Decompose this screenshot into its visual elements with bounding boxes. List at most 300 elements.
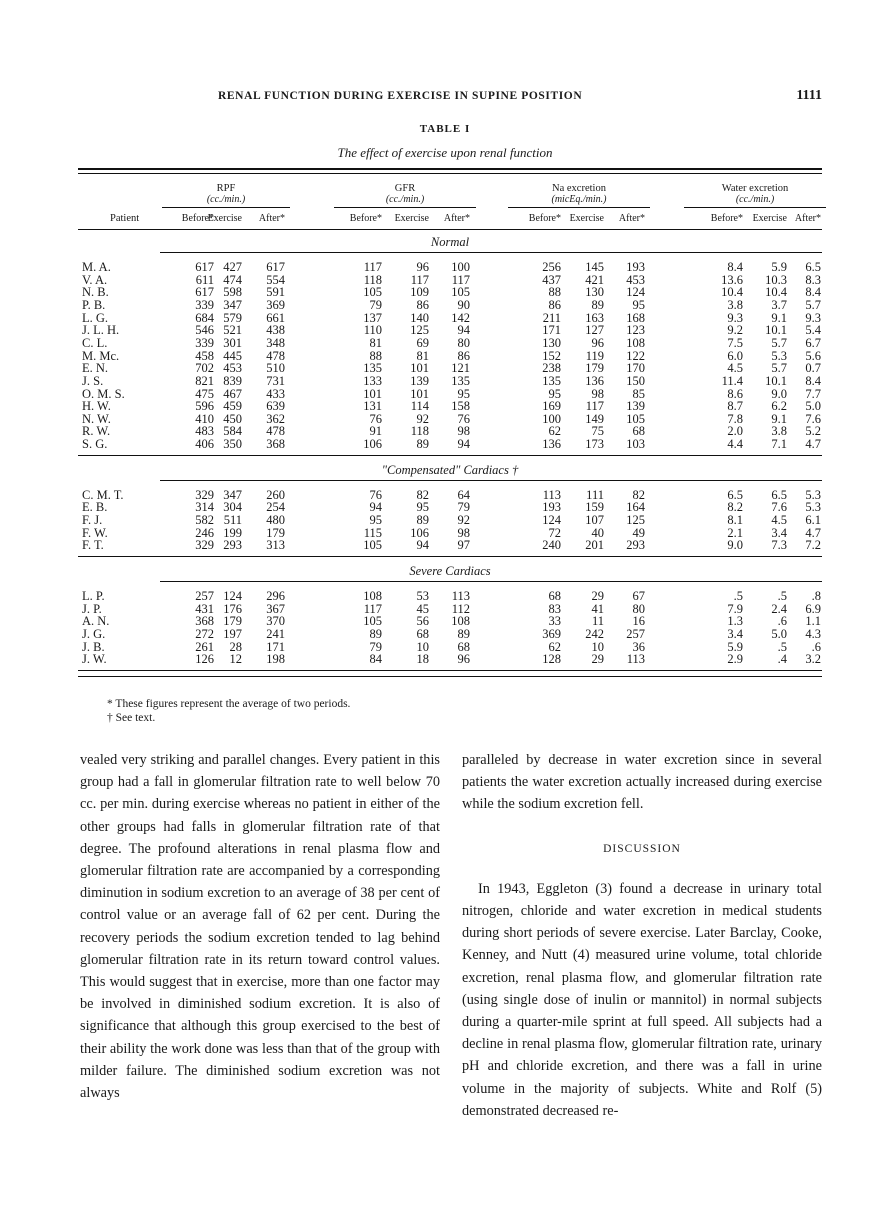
table-cell: 8.6 [727, 386, 743, 401]
table-cell: 83 [548, 601, 561, 616]
table-cell: 5.0 [805, 399, 821, 414]
table-cell: 5.9 [727, 639, 743, 654]
column-header: Before* [349, 213, 382, 224]
table-cell: 10 [591, 639, 604, 654]
table-row [78, 628, 822, 640]
table-cell: 41 [591, 601, 604, 616]
table-cell: 86 [457, 348, 470, 363]
table-cell: 199 [223, 525, 242, 540]
section-title: "Compensated" Cardiacs † [381, 462, 519, 477]
table-cell: 117 [410, 272, 429, 287]
section-title: Normal [430, 235, 470, 249]
table-cell: 130 [585, 285, 604, 300]
table-cell: 105 [363, 285, 382, 300]
table-cell: 98 [457, 525, 470, 540]
table-cell: 437 [542, 272, 561, 287]
table-cell: 2.0 [727, 424, 743, 439]
header-rule [78, 229, 822, 230]
table-cell: 314 [195, 500, 214, 515]
table-cell: 427 [223, 260, 242, 274]
table-cell: 238 [542, 361, 561, 376]
column-header: After* [443, 213, 470, 224]
table-row [78, 615, 822, 627]
table-row [78, 400, 822, 412]
table-cell: 81 [369, 335, 382, 350]
table-cell: 29 [591, 652, 604, 667]
table-cell: 149 [585, 411, 604, 426]
table-cell: 4.4 [727, 437, 743, 452]
table-cell: 546 [195, 323, 214, 338]
table-cell: 2.4 [771, 601, 787, 616]
table-cell: 10.1 [765, 323, 787, 338]
table-cell: 136 [542, 437, 561, 452]
footnote-dagger: † See text. [107, 712, 156, 724]
table-cell: 467 [223, 386, 242, 401]
table-cell: 88 [548, 285, 561, 300]
table-caption: The effect of exercise upon renal function [337, 145, 553, 160]
group-unit: (cc./min.) [735, 194, 775, 205]
patient-name: A. N. [82, 614, 110, 629]
table-cell: 97 [457, 538, 470, 553]
group-title: Na excretion [552, 183, 606, 194]
table-row [78, 324, 822, 336]
group-unit: (cc./min.) [385, 194, 425, 205]
table-cell: 478 [266, 348, 285, 363]
section-end-rule [78, 670, 822, 671]
table-cell: 105 [451, 285, 470, 300]
table-cell: 124 [223, 589, 242, 603]
table-cell: 125 [626, 513, 645, 528]
page-header [78, 88, 822, 106]
table-cell: 76 [457, 411, 470, 426]
table-cell: 95 [369, 513, 382, 528]
table-cell: 10 [416, 639, 429, 654]
table-cell: 368 [195, 614, 214, 629]
table-cell: 211 [542, 310, 561, 325]
table-cell: 6.9 [805, 601, 821, 616]
patient-name: S. G. [82, 437, 108, 452]
table-row [78, 299, 822, 311]
table-cell: 511 [223, 513, 242, 528]
table-cell: 179 [223, 614, 242, 629]
table-cell: 179 [585, 361, 604, 376]
table-cell: 105 [363, 538, 382, 553]
table-cell: 347 [223, 487, 242, 502]
table-cell: 150 [626, 373, 645, 388]
table-row [78, 337, 822, 349]
table-cell: .6 [811, 639, 821, 654]
patient-name: O. M. S. [82, 386, 125, 401]
table-cell: 9.1 [771, 310, 787, 325]
table-cell: 6.2 [771, 399, 787, 414]
table-cell: 596 [195, 399, 214, 414]
table-cell: 301 [223, 335, 242, 350]
table-cell: 164 [626, 500, 645, 515]
table-cell: 136 [585, 373, 604, 388]
table-cell: 453 [626, 272, 645, 287]
table-row [78, 603, 822, 615]
patient-name: L. P. [82, 589, 105, 603]
table-cell: 117 [363, 260, 382, 274]
table-cell: 10.3 [765, 272, 787, 287]
table-cell: .6 [777, 614, 787, 629]
table-cell: 94 [457, 437, 470, 452]
table-cell: 101 [363, 386, 382, 401]
table-cell: 100 [542, 411, 561, 426]
table-cell: 293 [626, 538, 645, 553]
table-cell: 118 [410, 424, 429, 439]
group-header [162, 183, 290, 205]
section-rule [160, 480, 822, 481]
column-header: After* [258, 213, 285, 224]
table-cell: .5 [777, 589, 787, 603]
table-cell: 9.0 [771, 386, 787, 401]
patient-name: J. G. [82, 626, 106, 641]
table-cell: 11 [591, 614, 604, 629]
table-cell: 2.1 [727, 525, 743, 540]
table-cell: .4 [777, 652, 787, 667]
table-cell: 62 [548, 639, 561, 654]
table-cell: 438 [266, 323, 285, 338]
table-cell: 121 [451, 361, 470, 376]
table-top-rule-thin [78, 173, 822, 174]
table-cell: 68 [632, 424, 645, 439]
table-cell: 114 [410, 399, 429, 414]
table-cell: 8.4 [805, 285, 821, 300]
table-row [78, 286, 822, 298]
table-cell: 261 [195, 639, 214, 654]
table-cell: 89 [457, 626, 470, 641]
table-cell: 113 [542, 487, 561, 502]
table-cell: 40 [591, 525, 604, 540]
table-cell: 118 [363, 272, 382, 287]
group-header [508, 183, 650, 205]
table-row [78, 312, 822, 324]
table-cell: 598 [223, 285, 242, 300]
table-cell: 122 [626, 348, 645, 363]
table-cell: 3.4 [727, 626, 743, 641]
table-cell: 617 [195, 260, 214, 274]
table-cell: 139 [410, 373, 429, 388]
patient-name: N. W. [82, 411, 111, 426]
patient-name: E. N. [82, 361, 109, 376]
table-cell: 105 [363, 614, 382, 629]
table-cell: 152 [542, 348, 561, 363]
table-cell: 53 [416, 589, 429, 603]
table-cell: 18 [416, 652, 429, 667]
table-cell: 272 [195, 626, 214, 641]
table-cell: 76 [369, 487, 382, 502]
table-cell: 4.7 [805, 525, 821, 540]
table-bottom-rule [78, 676, 822, 677]
table-cell: 123 [626, 323, 645, 338]
table-cell: 76 [369, 411, 382, 426]
table-cell: 91 [369, 424, 382, 439]
table-cell: 5.7 [771, 335, 787, 350]
patient-name: N. B. [82, 285, 109, 300]
table-cell: 89 [416, 437, 429, 452]
table-row [78, 653, 822, 665]
table-cell: 9.2 [727, 323, 743, 338]
table-cell: 72 [548, 525, 561, 540]
table-cell: 339 [195, 335, 214, 350]
table-cell: 554 [266, 272, 285, 287]
table-cell: 11.4 [721, 373, 743, 388]
table-cell: 3.8 [727, 297, 743, 312]
table-row [78, 425, 822, 437]
table-cell: 45 [416, 601, 429, 616]
table-cell: 94 [457, 323, 470, 338]
table-cell: 115 [363, 525, 382, 540]
group-unit: (micEq./min.) [551, 194, 607, 205]
table-cell: 106 [363, 437, 382, 452]
table-row [78, 514, 822, 526]
table-cell: 89 [369, 626, 382, 641]
table-cell: 5.0 [771, 626, 787, 641]
table-cell: 133 [363, 373, 382, 388]
table-cell: 158 [451, 399, 470, 414]
table-cell: 105 [626, 411, 645, 426]
table-cell: 9.0 [727, 538, 743, 553]
table-cell: 458 [195, 348, 214, 363]
table-cell: 839 [223, 373, 242, 388]
table-cell: 293 [223, 538, 242, 553]
table-cell: 108 [626, 335, 645, 350]
table-cell: 95 [632, 297, 645, 312]
table-cell: 125 [410, 323, 429, 338]
paragraph-right-1: paralleled by decrease in water excretion since in several patients the water excretion actually increased during exercise while the sodium excretion fell. [462, 752, 822, 813]
table-cell: 29 [591, 589, 604, 603]
patient-name: C. M. T. [82, 487, 124, 502]
section-title: Severe Cardiacs [409, 564, 491, 578]
table-cell: 6.1 [805, 513, 821, 528]
table-cell: 36 [632, 639, 645, 654]
table-cell: 198 [266, 652, 285, 667]
table-cell: 702 [195, 361, 214, 376]
table-cell: 9.1 [771, 411, 787, 426]
patient-name: P. B. [82, 297, 106, 312]
table-top-rule [78, 168, 822, 170]
table-cell: 95 [416, 500, 429, 515]
column-header: Exercise [207, 213, 242, 224]
table-cell: 256 [542, 260, 561, 274]
table-cell: 7.6 [771, 500, 787, 515]
table-cell: 7.1 [771, 437, 787, 452]
patient-name: E. B. [82, 500, 108, 515]
table-cell: 6.5 [727, 487, 743, 502]
table-cell: 445 [223, 348, 242, 363]
group-underline [162, 207, 290, 208]
table-cell: 98 [457, 424, 470, 439]
patient-name: F. J. [82, 513, 103, 528]
table-cell: 821 [195, 373, 214, 388]
table-cell: 96 [416, 260, 429, 274]
table-cell: 8.7 [727, 399, 743, 414]
patient-name: J. P. [82, 601, 102, 616]
table-cell: 110 [363, 323, 382, 338]
group-title: GFR [394, 183, 416, 194]
table-cell: 163 [585, 310, 604, 325]
table-cell: 171 [266, 639, 285, 654]
column-header: Before* [710, 213, 743, 224]
table-cell: 369 [266, 297, 285, 312]
page-number: 1111 [796, 88, 822, 103]
table-cell: 431 [195, 601, 214, 616]
group-header [334, 183, 476, 205]
table-cell: 406 [195, 437, 214, 452]
table-cell: 68 [457, 639, 470, 654]
table-cell: 117 [363, 601, 382, 616]
table-cell: 7.3 [771, 538, 787, 553]
table-cell: 98 [591, 386, 604, 401]
patient-name: F. W. [82, 525, 108, 540]
section-end-rule [78, 556, 822, 557]
table-cell: 100 [451, 260, 470, 274]
table-cell: 81 [416, 348, 429, 363]
table-cell: 410 [195, 411, 214, 426]
table-cell: 170 [626, 361, 645, 376]
table-row [78, 388, 822, 400]
table-cell: 139 [626, 399, 645, 414]
table-cell: 5.9 [771, 260, 787, 274]
group-header [684, 183, 826, 205]
table-cell: 7.5 [727, 335, 743, 350]
table-cell: 193 [542, 500, 561, 515]
table-cell: 137 [363, 310, 382, 325]
table-cell: 242 [585, 626, 604, 641]
patient-header: Patient [110, 213, 140, 224]
column-header: Exercise [752, 213, 787, 224]
table-cell: 197 [223, 626, 242, 641]
table-row [78, 590, 822, 602]
table-cell: 478 [266, 424, 285, 439]
table-cell: 639 [266, 399, 285, 414]
table-row [78, 539, 822, 551]
table-cell: 7.2 [805, 538, 821, 553]
patient-name: F. T. [82, 538, 104, 553]
paragraph-right-2: In 1943, Eggleton (3) found a decrease in urinary total nitrogen, chloride and water excretion in medical students during short periods of severe exercise. Later Barclay, Cooke, Kenney, and Nutt (4) measured urine volume, total chloride excretion, renal plasma flow, and glomerular filtration rate (using single dose of inulin or mannitol) in normal subjects during a quarter-mile sprint at full speed. All subjects had a decline in renal plasma flow, glomerular filtration rate, urinary pH and chloride excretion, and there was a fall in urine volume in the majority of subjects. White and Rolf (5) demonstrated decreased re- [462, 880, 822, 1119]
table-cell: 296 [266, 589, 285, 603]
table-cell: 348 [266, 335, 285, 350]
table-cell: 101 [410, 386, 429, 401]
table-cell: 128 [542, 652, 561, 667]
table-cell: 86 [548, 297, 561, 312]
table-cell: 591 [266, 285, 285, 300]
table-cell: 80 [457, 335, 470, 350]
table-cell: 329 [195, 487, 214, 502]
table-cell: 5.3 [805, 500, 821, 515]
table-cell: 246 [195, 525, 214, 540]
table-cell: 9.3 [727, 310, 743, 325]
table-cell: 241 [266, 626, 285, 641]
table-row [78, 438, 822, 450]
table-cell: 8.3 [805, 272, 821, 287]
table-cell: 168 [626, 310, 645, 325]
table-cell: 169 [542, 399, 561, 414]
table-cell: 106 [410, 525, 429, 540]
table-cell: 7.9 [727, 601, 743, 616]
table-cell: 119 [585, 348, 604, 363]
table-cell: 101 [410, 361, 429, 376]
table-cell: 159 [585, 500, 604, 515]
table-cell: 68 [416, 626, 429, 641]
body-column-right [462, 749, 822, 1122]
paragraph-left: vealed very striking and parallel changes. Every patient in this group had a fall in glomerular filtration rate to well below 70 cc. per min. during exercise whereas no patient in either of the other groups had falls in glomerular filtration rate of that degree. The profound alterations in renal plasma flow and glomerular filtration rate are accompanied by a corresponding diminution in sodium excretion to an average of 38 per cent of control value or an average fall of 62 per cent. During the recovery periods the sodium excretion tended to lag behind glomerular filtration rate in its return toward control values. This would suggest that in exercise, more than one factor may be involved in diminished sodium excretion. It is also of significance that although this group exercised to the best of their ability the work done was less than that of the group with milder failure. The diminished sodium excretion was not always [80, 752, 440, 1102]
table-row [78, 261, 822, 273]
table-cell: 89 [416, 513, 429, 528]
group-title: RPF [216, 183, 236, 194]
table-cell: 9.3 [805, 310, 821, 325]
table-cell: 10.1 [765, 373, 787, 388]
table-cell: 33 [548, 614, 561, 629]
table-cell: 347 [223, 297, 242, 312]
patient-name: J. W. [82, 652, 107, 667]
table-cell: 3.4 [771, 525, 787, 540]
table-cell: 179 [266, 525, 285, 540]
table-cell: 617 [266, 260, 285, 274]
table-cell: 453 [223, 361, 242, 376]
table-cell: 7.6 [805, 411, 821, 426]
patient-name: J. L. H. [82, 323, 120, 338]
table-cell: 92 [416, 411, 429, 426]
table-cell: 433 [266, 386, 285, 401]
table-cell: 82 [632, 487, 645, 502]
column-header: Before* [181, 213, 214, 224]
table-cell: 49 [632, 525, 645, 540]
table-cell: 89 [591, 297, 604, 312]
group-unit: (cc./min.) [206, 194, 246, 205]
table-cell: 113 [451, 589, 470, 603]
table-cell: 329 [195, 538, 214, 553]
table-row [78, 489, 822, 501]
table-cell: 107 [585, 513, 604, 528]
table-cell: 96 [591, 335, 604, 350]
table-cell: 142 [451, 310, 470, 325]
table-cell: 95 [457, 386, 470, 401]
patient-name: R. W. [82, 424, 111, 439]
table-cell: 362 [266, 411, 285, 426]
group-title: Water excretion [721, 183, 789, 194]
table-cell: 1.3 [727, 614, 743, 629]
table-cell: 127 [585, 323, 604, 338]
table-cell: 140 [410, 310, 429, 325]
table-cell: 368 [266, 437, 285, 452]
table-cell: 3.7 [771, 297, 787, 312]
column-header: After* [618, 213, 645, 224]
table-cell: 94 [416, 538, 429, 553]
table-cell: .5 [733, 589, 743, 603]
table-cell: 112 [451, 601, 470, 616]
table-cell: 339 [195, 297, 214, 312]
table-cell: 731 [266, 373, 285, 388]
table-cell: 124 [626, 285, 645, 300]
table-cell: 684 [195, 310, 214, 325]
table-cell: 350 [223, 437, 242, 452]
table-cell: 370 [266, 614, 285, 629]
table-cell: 617 [195, 285, 214, 300]
table-cell: 86 [416, 297, 429, 312]
table-cell: 510 [266, 361, 285, 376]
table-cell: 111 [586, 487, 604, 502]
column-header: Exercise [569, 213, 604, 224]
table-cell: 3.2 [805, 652, 821, 667]
table-cell: 8.4 [805, 373, 821, 388]
table-cell: 6.5 [805, 260, 821, 274]
table-cell: 176 [223, 601, 242, 616]
table-cell: 4.3 [805, 626, 821, 641]
table-cell: 584 [223, 424, 242, 439]
table-cell: 28 [229, 639, 242, 654]
